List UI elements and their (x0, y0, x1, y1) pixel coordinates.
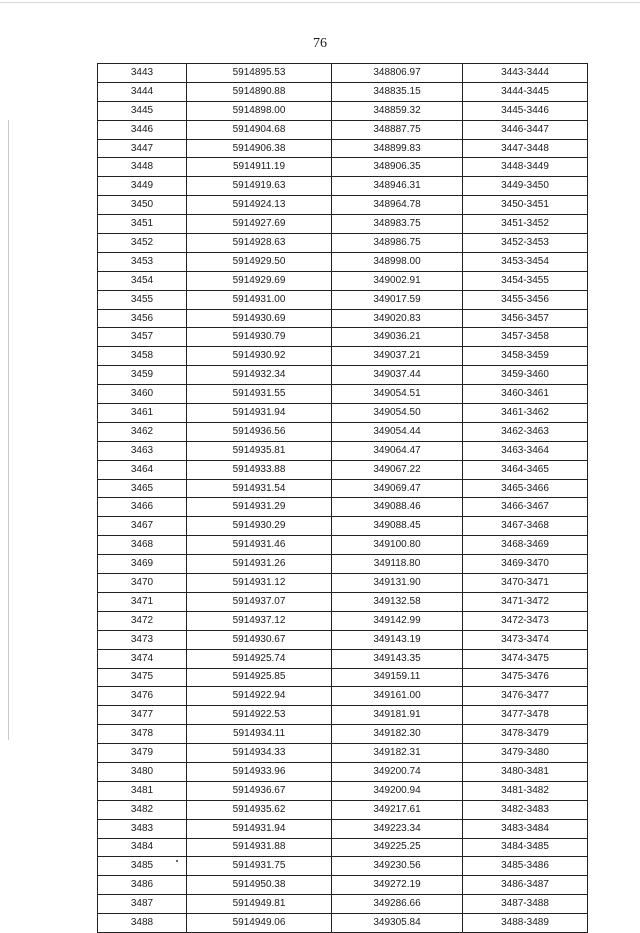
y-coordinate-cell: 349118.80 (332, 555, 463, 574)
x-coordinate-cell: 5914890.88 (187, 82, 332, 101)
point-number-cell: 3446 (98, 120, 187, 139)
y-coordinate-cell: 349037.21 (332, 347, 463, 366)
y-coordinate-cell: 349200.74 (332, 762, 463, 781)
segment-cell: 3480-3481 (463, 762, 588, 781)
x-coordinate-cell: 5914922.94 (187, 687, 332, 706)
point-number-cell: 3451 (98, 215, 187, 234)
x-coordinate-cell: 5914935.81 (187, 441, 332, 460)
segment-cell: 3454-3455 (463, 271, 588, 290)
y-coordinate-cell: 349020.83 (332, 309, 463, 328)
y-coordinate-cell: 349182.31 (332, 744, 463, 763)
point-number-cell: 3485 (98, 857, 187, 876)
x-coordinate-cell: 5914911.19 (187, 158, 332, 177)
segment-cell: 3445-3446 (463, 101, 588, 120)
table-row (98, 347, 588, 366)
point-number-cell: 3486 (98, 876, 187, 895)
segment-cell: 3467-3468 (463, 517, 588, 536)
table-row (98, 630, 588, 649)
y-coordinate-cell: 349161.00 (332, 687, 463, 706)
y-coordinate-cell: 349054.44 (332, 422, 463, 441)
y-coordinate-cell: 349036.21 (332, 328, 463, 347)
x-coordinate-cell: 5914929.50 (187, 252, 332, 271)
point-number-cell: 3450 (98, 196, 187, 215)
y-coordinate-cell: 348986.75 (332, 234, 463, 253)
segment-cell: 3443-3444 (463, 64, 588, 83)
y-coordinate-cell: 349272.19 (332, 876, 463, 895)
table-row (98, 422, 588, 441)
x-coordinate-cell: 5914931.29 (187, 498, 332, 517)
x-coordinate-cell: 5914930.92 (187, 347, 332, 366)
point-number-cell: 3480 (98, 762, 187, 781)
segment-cell: 3444-3445 (463, 82, 588, 101)
point-number-cell: 3443 (98, 64, 187, 83)
segment-cell: 3470-3471 (463, 574, 588, 593)
point-number-cell: 3463 (98, 441, 187, 460)
table-row (98, 914, 588, 933)
y-coordinate-cell: 349230.56 (332, 857, 463, 876)
point-number-cell: 3479 (98, 744, 187, 763)
point-number-cell: 3481 (98, 781, 187, 800)
table-row (98, 328, 588, 347)
x-coordinate-cell: 5914931.88 (187, 838, 332, 857)
x-coordinate-cell: 5914931.12 (187, 574, 332, 593)
segment-cell: 3488-3489 (463, 914, 588, 933)
y-coordinate-cell: 349286.66 (332, 895, 463, 914)
segment-cell: 3460-3461 (463, 385, 588, 404)
segment-cell: 3457-3458 (463, 328, 588, 347)
point-number-cell: 3452 (98, 234, 187, 253)
table-row (98, 819, 588, 838)
table-row (98, 781, 588, 800)
segment-cell: 3451-3452 (463, 215, 588, 234)
x-coordinate-cell: 5914931.46 (187, 536, 332, 555)
point-number-cell: 3478 (98, 725, 187, 744)
table-row (98, 215, 588, 234)
segment-cell: 3485-3486 (463, 857, 588, 876)
table-row (98, 441, 588, 460)
point-number-cell: 3457 (98, 328, 187, 347)
table-row (98, 271, 588, 290)
point-number-cell: 3449 (98, 177, 187, 196)
x-coordinate-cell: 5914895.53 (187, 64, 332, 83)
table-row (98, 536, 588, 555)
x-coordinate-cell: 5914936.56 (187, 422, 332, 441)
point-number-cell: 3471 (98, 592, 187, 611)
x-coordinate-cell: 5914930.79 (187, 328, 332, 347)
x-coordinate-cell: 5914933.96 (187, 762, 332, 781)
segment-cell: 3484-3485 (463, 838, 588, 857)
y-coordinate-cell: 349088.45 (332, 517, 463, 536)
segment-cell: 3471-3472 (463, 592, 588, 611)
segment-cell: 3473-3474 (463, 630, 588, 649)
segment-cell: 3474-3475 (463, 649, 588, 668)
x-coordinate-cell: 5914925.74 (187, 649, 332, 668)
point-number-cell: 3465 (98, 479, 187, 498)
point-number-cell: 3484 (98, 838, 187, 857)
segment-cell: 3475-3476 (463, 668, 588, 687)
x-coordinate-cell: 5914950.38 (187, 876, 332, 895)
table-row (98, 120, 588, 139)
point-number-cell: 3470 (98, 574, 187, 593)
x-coordinate-cell: 5914904.68 (187, 120, 332, 139)
segment-cell: 3458-3459 (463, 347, 588, 366)
y-coordinate-cell: 348946.31 (332, 177, 463, 196)
point-number-cell: 3464 (98, 460, 187, 479)
y-coordinate-cell: 349223.34 (332, 819, 463, 838)
table-row (98, 649, 588, 668)
coordinates-table (97, 63, 588, 933)
point-number-cell: 3473 (98, 630, 187, 649)
x-coordinate-cell: 5914931.00 (187, 290, 332, 309)
y-coordinate-cell: 349143.19 (332, 630, 463, 649)
point-number-cell: 3459 (98, 366, 187, 385)
segment-cell: 3478-3479 (463, 725, 588, 744)
point-number-cell: 3482 (98, 800, 187, 819)
page-number: 76 (313, 36, 327, 51)
segment-cell: 3466-3467 (463, 498, 588, 517)
x-coordinate-cell: 5914931.55 (187, 385, 332, 404)
point-number-cell: 3448 (98, 158, 187, 177)
y-coordinate-cell: 349181.91 (332, 706, 463, 725)
y-coordinate-cell: 349002.91 (332, 271, 463, 290)
y-coordinate-cell: 349088.46 (332, 498, 463, 517)
point-number-cell: 3456 (98, 309, 187, 328)
table-row (98, 309, 588, 328)
table-row (98, 460, 588, 479)
point-number-cell: 3474 (98, 649, 187, 668)
segment-cell: 3453-3454 (463, 252, 588, 271)
x-coordinate-cell: 5914949.81 (187, 895, 332, 914)
segment-cell: 3446-3447 (463, 120, 588, 139)
segment-cell: 3487-3488 (463, 895, 588, 914)
y-coordinate-cell: 348835.15 (332, 82, 463, 101)
table-row (98, 64, 588, 83)
segment-cell: 3468-3469 (463, 536, 588, 555)
point-number-cell: 3488 (98, 914, 187, 933)
y-coordinate-cell: 349069.47 (332, 479, 463, 498)
x-coordinate-cell: 5914931.54 (187, 479, 332, 498)
table-row (98, 82, 588, 101)
y-coordinate-cell: 349305.84 (332, 914, 463, 933)
y-coordinate-cell: 348806.97 (332, 64, 463, 83)
y-coordinate-cell: 349064.47 (332, 441, 463, 460)
point-number-cell: 3454 (98, 271, 187, 290)
x-coordinate-cell: 5914931.75 (187, 857, 332, 876)
y-coordinate-cell: 349200.94 (332, 781, 463, 800)
x-coordinate-cell: 5914934.33 (187, 744, 332, 763)
segment-cell: 3448-3449 (463, 158, 588, 177)
segment-cell: 3476-3477 (463, 687, 588, 706)
x-coordinate-cell: 5914935.62 (187, 800, 332, 819)
table-row (98, 252, 588, 271)
segment-cell: 3452-3453 (463, 234, 588, 253)
point-number-cell: 3461 (98, 404, 187, 423)
table-row (98, 762, 588, 781)
segment-cell: 3449-3450 (463, 177, 588, 196)
table-row (98, 177, 588, 196)
segment-cell: 3464-3465 (463, 460, 588, 479)
y-coordinate-cell: 349143.35 (332, 649, 463, 668)
y-coordinate-cell: 349017.59 (332, 290, 463, 309)
x-coordinate-cell: 5914929.69 (187, 271, 332, 290)
table-row (98, 404, 588, 423)
x-coordinate-cell: 5914936.67 (187, 781, 332, 800)
segment-cell: 3450-3451 (463, 196, 588, 215)
x-coordinate-cell: 5914949.06 (187, 914, 332, 933)
point-number-cell: 3462 (98, 422, 187, 441)
y-coordinate-cell: 349054.51 (332, 385, 463, 404)
table-row (98, 725, 588, 744)
table-row (98, 517, 588, 536)
point-number-cell: 3466 (98, 498, 187, 517)
point-number-cell: 3477 (98, 706, 187, 725)
x-coordinate-cell: 5914922.53 (187, 706, 332, 725)
point-number-cell: 3472 (98, 611, 187, 630)
table-row (98, 196, 588, 215)
x-coordinate-cell: 5914932.34 (187, 366, 332, 385)
segment-cell: 3486-3487 (463, 876, 588, 895)
segment-cell: 3477-3478 (463, 706, 588, 725)
y-coordinate-cell: 349100.80 (332, 536, 463, 555)
table-row (98, 592, 588, 611)
table-row (98, 555, 588, 574)
y-coordinate-cell: 349225.25 (332, 838, 463, 857)
point-number-cell: 3475 (98, 668, 187, 687)
point-number-cell: 3444 (98, 82, 187, 101)
table-row (98, 158, 588, 177)
x-coordinate-cell: 5914934.11 (187, 725, 332, 744)
y-coordinate-cell: 349182.30 (332, 725, 463, 744)
y-coordinate-cell: 349131.90 (332, 574, 463, 593)
point-number-cell: 3460 (98, 385, 187, 404)
table-row (98, 744, 588, 763)
segment-cell: 3462-3463 (463, 422, 588, 441)
x-coordinate-cell: 5914930.29 (187, 517, 332, 536)
point-number-cell: 3445 (98, 101, 187, 120)
table-row (98, 385, 588, 404)
segment-cell: 3455-3456 (463, 290, 588, 309)
y-coordinate-cell: 348983.75 (332, 215, 463, 234)
x-coordinate-cell: 5914898.00 (187, 101, 332, 120)
table-row (98, 611, 588, 630)
table-row (98, 234, 588, 253)
table-row (98, 101, 588, 120)
y-coordinate-cell: 348859.32 (332, 101, 463, 120)
segment-cell: 3482-3483 (463, 800, 588, 819)
segment-cell: 3481-3482 (463, 781, 588, 800)
point-number-cell: 3447 (98, 139, 187, 158)
x-coordinate-cell: 5914919.63 (187, 177, 332, 196)
table-row (98, 876, 588, 895)
y-coordinate-cell: 349142.99 (332, 611, 463, 630)
table-row (98, 668, 588, 687)
segment-cell: 3465-3466 (463, 479, 588, 498)
y-coordinate-cell: 348906.35 (332, 158, 463, 177)
x-coordinate-cell: 5914931.94 (187, 404, 332, 423)
segment-cell: 3447-3448 (463, 139, 588, 158)
x-coordinate-cell: 5914906.38 (187, 139, 332, 158)
x-coordinate-cell: 5914925.85 (187, 668, 332, 687)
point-number-cell: 3469 (98, 555, 187, 574)
point-number-cell: 3455 (98, 290, 187, 309)
y-coordinate-cell: 349217.61 (332, 800, 463, 819)
x-coordinate-cell: 5914928.63 (187, 234, 332, 253)
x-coordinate-cell: 5914924.13 (187, 196, 332, 215)
x-coordinate-cell: 5914931.94 (187, 819, 332, 838)
y-coordinate-cell: 349054.50 (332, 404, 463, 423)
table-row (98, 706, 588, 725)
point-number-cell: 3487 (98, 895, 187, 914)
table-row (98, 498, 588, 517)
y-coordinate-cell: 349159.11 (332, 668, 463, 687)
y-coordinate-cell: 349132.58 (332, 592, 463, 611)
table-row (98, 366, 588, 385)
segment-cell: 3472-3473 (463, 611, 588, 630)
x-coordinate-cell: 5914927.69 (187, 215, 332, 234)
x-coordinate-cell: 5914937.12 (187, 611, 332, 630)
segment-cell: 3461-3462 (463, 404, 588, 423)
x-coordinate-cell: 5914933.88 (187, 460, 332, 479)
point-number-cell: 3483 (98, 819, 187, 838)
table-row (98, 687, 588, 706)
table-row (98, 838, 588, 857)
y-coordinate-cell: 349067.22 (332, 460, 463, 479)
point-number-cell: 3458 (98, 347, 187, 366)
y-coordinate-cell: 348964.78 (332, 196, 463, 215)
segment-cell: 3479-3480 (463, 744, 588, 763)
table-row (98, 895, 588, 914)
y-coordinate-cell: 349037.44 (332, 366, 463, 385)
x-coordinate-cell: 5914930.67 (187, 630, 332, 649)
point-number-cell: 3468 (98, 536, 187, 555)
segment-cell: 3459-3460 (463, 366, 588, 385)
table-row (98, 290, 588, 309)
scan-dot (176, 860, 178, 862)
table-row (98, 800, 588, 819)
x-coordinate-cell: 5914931.26 (187, 555, 332, 574)
y-coordinate-cell: 348998.00 (332, 252, 463, 271)
segment-cell: 3456-3457 (463, 309, 588, 328)
y-coordinate-cell: 348887.75 (332, 120, 463, 139)
table-row (98, 857, 588, 876)
x-coordinate-cell: 5914930.69 (187, 309, 332, 328)
point-number-cell: 3476 (98, 687, 187, 706)
segment-cell: 3463-3464 (463, 441, 588, 460)
point-number-cell: 3467 (98, 517, 187, 536)
table-row (98, 139, 588, 158)
table-row (98, 574, 588, 593)
segment-cell: 3469-3470 (463, 555, 588, 574)
table-row (98, 479, 588, 498)
scan-top-edge (0, 2, 640, 3)
point-number-cell: 3453 (98, 252, 187, 271)
coordinates-table-body (98, 64, 588, 933)
y-coordinate-cell: 348899.83 (332, 139, 463, 158)
x-coordinate-cell: 5914937.07 (187, 592, 332, 611)
segment-cell: 3483-3484 (463, 819, 588, 838)
scan-left-edge (8, 120, 9, 740)
